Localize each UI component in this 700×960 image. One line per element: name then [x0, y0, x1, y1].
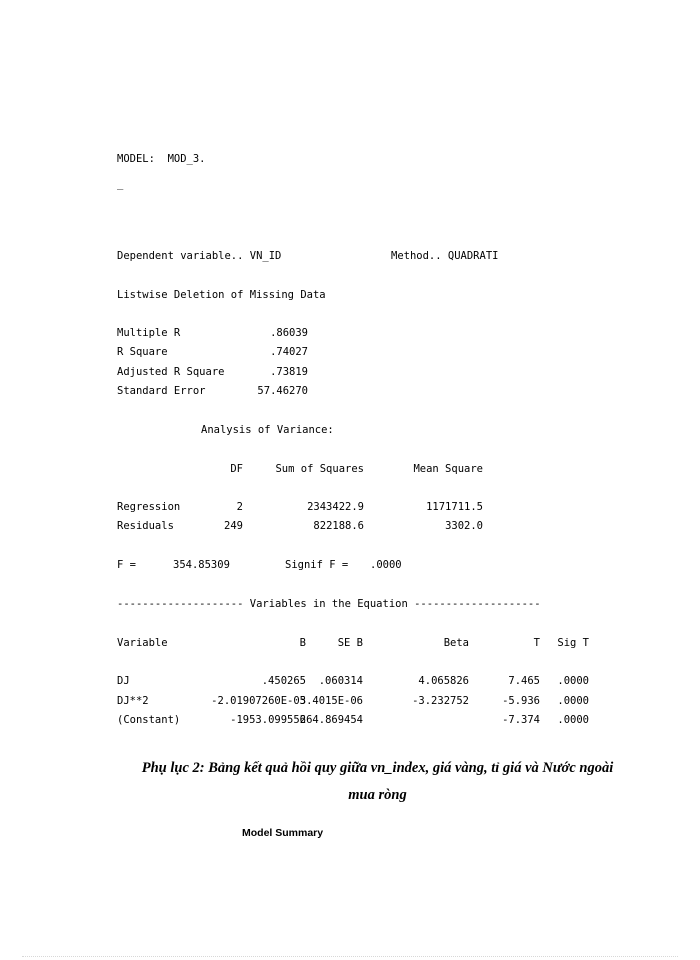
coef-header-seb: SE B [337, 637, 363, 649]
model-line: MODEL: MOD_3. [117, 153, 206, 165]
coef-row-seb-constant: 264.869454 [299, 714, 363, 726]
caption-line-2: mua ròng [348, 787, 407, 803]
dependent-variable-line: Dependent variable.. VN_ID [117, 250, 282, 262]
stat-label-standard-error: Standard Error [117, 385, 206, 397]
coef-row-sigt-constant: .0000 [557, 714, 589, 726]
coef-row-t-dj: 7.465 [508, 675, 540, 687]
stat-label-adjusted-r-square: Adjusted R Square [117, 366, 225, 378]
coef-row-seb-dj: .060314 [318, 675, 363, 687]
coef-row-beta-dj: 4.065826 [418, 675, 469, 687]
anova-title: Analysis of Variance: [201, 424, 334, 436]
coef-row-t-constant: -7.374 [502, 714, 540, 726]
coef-row-t-dj2: -5.936 [502, 695, 540, 707]
coef-header-variable: Variable [117, 637, 168, 649]
stat-value-multiple-r: .86039 [270, 327, 308, 339]
anova-row-ms-regression: 1171711.5 [426, 501, 483, 513]
coef-row-beta-dj2: -3.232752 [412, 695, 469, 707]
coef-row-b-dj2: -2.01907260E-05 [211, 695, 306, 707]
coef-row-seb-dj2: 3.4015E-06 [299, 695, 363, 707]
coef-row-sigt-dj2: .0000 [557, 695, 589, 707]
coef-row-variable-dj: DJ [117, 675, 130, 687]
coef-header-sigt: Sig T [557, 637, 589, 649]
anova-row-df-residuals: 249 [224, 520, 243, 532]
signif-f-value: .0000 [370, 559, 402, 571]
stat-value-adjusted-r-square: .73819 [270, 366, 308, 378]
anova-row-ss-residuals: 822188.6 [313, 520, 364, 532]
anova-header-ss: Sum of Squares [275, 463, 364, 475]
anova-row-ms-residuals: 3302.0 [445, 520, 483, 532]
anova-row-df-regression: 2 [236, 501, 243, 513]
coef-row-variable-dj2: DJ**2 [117, 695, 149, 707]
page-bottom-divider [22, 956, 678, 957]
coef-row-variable-constant: (Constant) [117, 714, 181, 726]
coef-row-sigt-dj: .0000 [557, 675, 589, 687]
f-value: 354.85309 [173, 559, 230, 571]
variables-banner: -------------------- Variables in the Equation -------------------- [117, 598, 541, 610]
stat-label-r-square: R Square [117, 346, 168, 358]
listwise-line: Listwise Deletion of Missing Data [117, 289, 326, 301]
method-line: Method.. QUADRATI [391, 250, 499, 262]
anova-row-label-residuals: Residuals [117, 520, 174, 532]
stat-value-standard-error: 57.46270 [257, 385, 308, 397]
anova-header-df: DF [230, 463, 243, 475]
coef-header-t: T [533, 637, 540, 649]
stat-value-r-square: .74027 [270, 346, 308, 358]
model-summary-title: Model Summary [242, 827, 324, 839]
coef-header-beta: Beta [443, 637, 469, 649]
anova-row-ss-regression: 2343422.9 [307, 501, 364, 513]
coef-header-b: B [299, 637, 306, 649]
anova-header-ms: Mean Square [413, 463, 483, 475]
signif-f-label: Signif F = [285, 559, 349, 571]
coef-row-b-dj: .450265 [261, 675, 306, 687]
stat-label-multiple-r: Multiple R [117, 327, 181, 339]
cursor: _ [117, 178, 124, 190]
f-label: F = [117, 559, 136, 571]
anova-row-label-regression: Regression [117, 501, 181, 513]
coef-row-b-constant: -1953.099556 [230, 714, 306, 726]
caption-line-1: Phụ lục 2: Bảng kết quả hồi quy giữa vn_index, giá vàng, tỉ giá và Nước ngoài [141, 760, 614, 776]
